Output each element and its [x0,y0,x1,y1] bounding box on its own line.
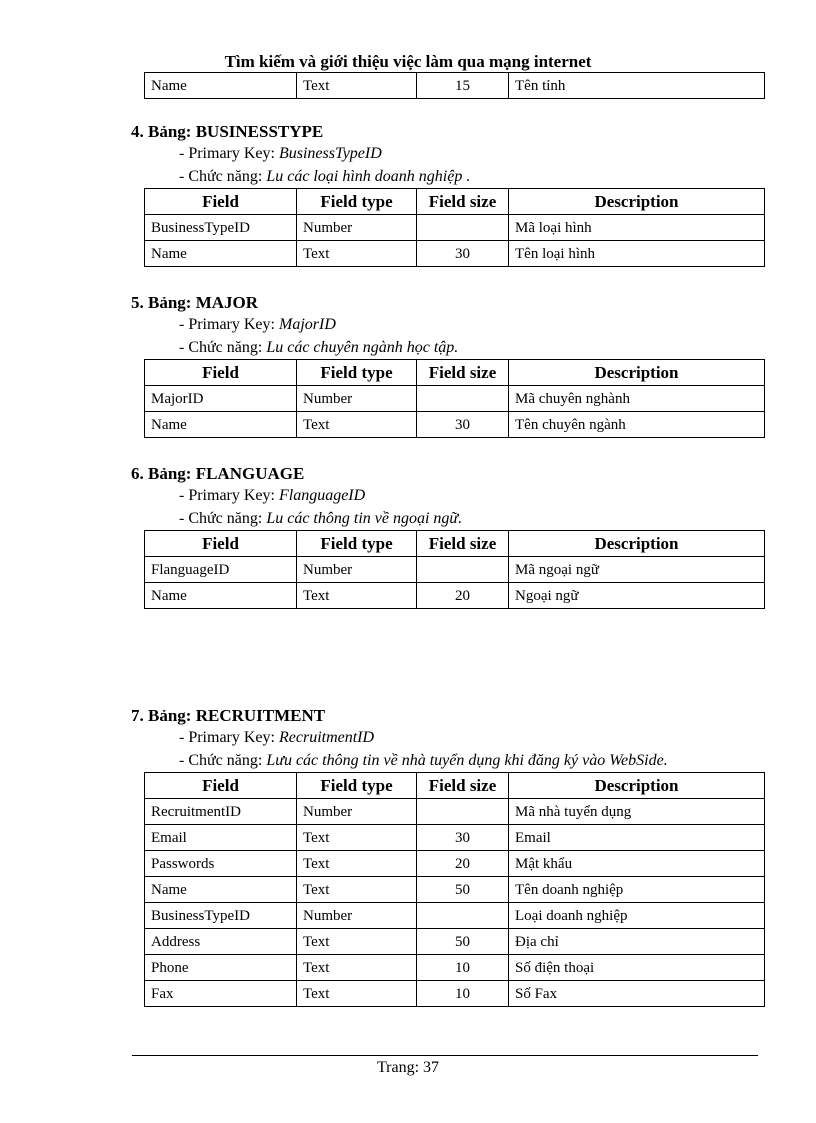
cell-size: 10 [417,955,509,981]
cell-description: Tên tỉnh [509,73,765,99]
cell-type: Text [297,73,417,99]
cell-field: Name [145,583,297,609]
section-recruitment [131,706,765,1007]
header-description: Description [509,531,765,557]
cell-type: Text [297,981,417,1007]
cell-description: Tên doanh nghiệp [509,877,765,903]
table-row [145,583,765,609]
primary-key-label: - Primary Key: [179,316,279,333]
primary-key-label: - Primary Key: [179,487,279,504]
cell-type: Text [297,412,417,438]
header-field: Field [145,531,297,557]
function-value: Lưu các thông tin về nhà tuyển dụng khi đăng ký vào WebSide. [266,752,668,769]
cell-type: Text [297,877,417,903]
cell-size: 50 [417,877,509,903]
cell-size [417,799,509,825]
primary-key-label: - Primary Key: [179,145,279,162]
cell-type: Text [297,241,417,267]
cell-field: Fax [145,981,297,1007]
table-header-row [145,773,765,799]
section-major [131,293,765,438]
header-field: Field [145,189,297,215]
header-description: Description [509,360,765,386]
cell-size: 20 [417,583,509,609]
cell-description: Mã chuyên nghành [509,386,765,412]
cell-field: Address [145,929,297,955]
cell-type: Number [297,799,417,825]
table-row [145,955,765,981]
header-field-type: Field type [297,531,417,557]
table-row [145,557,765,583]
cell-type: Number [297,903,417,929]
function-label: - Chức năng: [179,510,267,527]
section-heading: 7. Bảng: RECRUITMENT [131,706,326,725]
header-field-type: Field type [297,189,417,215]
cell-description: Mã loại hình [509,215,765,241]
cell-description: Số điện thoại [509,955,765,981]
header-field-size: Field size [417,189,509,215]
table-row [145,929,765,955]
table-row [145,73,765,99]
cell-type: Number [297,557,417,583]
function-line [179,507,765,530]
cell-type: Number [297,215,417,241]
cell-description: Email [509,825,765,851]
cell-description: Tên loại hình [509,241,765,267]
cell-field: Email [145,825,297,851]
section-heading: 4. Bảng: BUSINESSTYPE [131,122,324,141]
continued-table-grid [144,72,765,99]
footer-divider [132,1055,758,1056]
fields-table [144,772,765,1007]
cell-type: Text [297,929,417,955]
primary-key-line [179,726,765,749]
continued-table [144,72,765,99]
cell-type: Text [297,825,417,851]
table-row [145,981,765,1007]
cell-description: Địa chỉ [509,929,765,955]
page-footer [0,1058,816,1078]
header-field-size: Field size [417,773,509,799]
cell-type: Number [297,386,417,412]
cell-description: Mã ngoại ngữ [509,557,765,583]
cell-size: 30 [417,241,509,267]
primary-key-value: RecruitmentID [278,729,375,746]
cell-field: Passwords [145,851,297,877]
function-label: - Chức năng: [179,339,267,356]
function-value: Lu các thông tin về ngoại ngữ. [266,510,463,527]
header-field-type: Field type [297,773,417,799]
function-value: Lu các chuyên ngành học tập. [266,339,459,356]
table-header-row [145,360,765,386]
section-heading: 5. Bảng: MAJOR [131,293,259,312]
primary-key-value: BusinessTypeID [278,145,382,162]
cell-field: Name [145,241,297,267]
cell-field: Phone [145,955,297,981]
primary-key-label: - Primary Key: [179,729,279,746]
cell-type: Text [297,955,417,981]
function-label: - Chức năng: [179,168,267,185]
page-header-title: Tìm kiếm và giới thiệu việc làm qua mạng internet [224,52,592,71]
primary-key-line [179,484,765,507]
primary-key-line [179,313,765,336]
function-line [179,336,765,359]
cell-type: Text [297,583,417,609]
table-row [145,903,765,929]
cell-size [417,215,509,241]
table-row [145,825,765,851]
cell-field: FlanguageID [145,557,297,583]
cell-field: Name [145,877,297,903]
cell-size [417,903,509,929]
cell-description: Số Fax [509,981,765,1007]
table-row [145,215,765,241]
fields-table [144,530,765,609]
table-row [145,877,765,903]
table-header-row [145,531,765,557]
cell-size: 15 [417,73,509,99]
function-value: Lu các loại hình doanh nghiệp . [266,168,471,185]
section-businesstype [131,122,765,267]
cell-description: Mật khẩu [509,851,765,877]
cell-type: Text [297,851,417,877]
cell-description: Mã nhà tuyển dụng [509,799,765,825]
table-row [145,851,765,877]
cell-field: BusinessTypeID [145,903,297,929]
cell-size: 30 [417,412,509,438]
section-heading: 6. Bảng: FLANGUAGE [131,464,305,483]
primary-key-value: FlanguageID [278,487,366,504]
cell-size: 20 [417,851,509,877]
header-field: Field [145,360,297,386]
cell-size: 30 [417,825,509,851]
header-description: Description [509,189,765,215]
page-label: Trang: [376,1059,420,1076]
cell-description: Ngoại ngữ [509,583,765,609]
section-flanguage [131,464,765,609]
cell-field: RecruitmentID [145,799,297,825]
cell-field: Name [145,73,297,99]
table-row [145,799,765,825]
header-field-size: Field size [417,360,509,386]
header-field-type: Field type [297,360,417,386]
table-row [145,412,765,438]
function-line [179,165,765,188]
cell-field: MajorID [145,386,297,412]
cell-size: 10 [417,981,509,1007]
cell-description: Loại doanh nghiệp [509,903,765,929]
function-label: - Chức năng: [179,752,267,769]
cell-size: 50 [417,929,509,955]
table-header-row [145,189,765,215]
cell-size [417,386,509,412]
primary-key-line [179,142,765,165]
header-field: Field [145,773,297,799]
primary-key-value: MajorID [278,316,336,333]
table-row [145,386,765,412]
cell-field: BusinessTypeID [145,215,297,241]
fields-table [144,359,765,438]
function-line [179,749,765,772]
fields-table [144,188,765,267]
table-row [145,241,765,267]
header-field-size: Field size [417,531,509,557]
header-description: Description [509,773,765,799]
cell-size [417,557,509,583]
cell-description: Tên chuyên ngành [509,412,765,438]
cell-field: Name [145,412,297,438]
page-number: 37 [423,1059,440,1076]
